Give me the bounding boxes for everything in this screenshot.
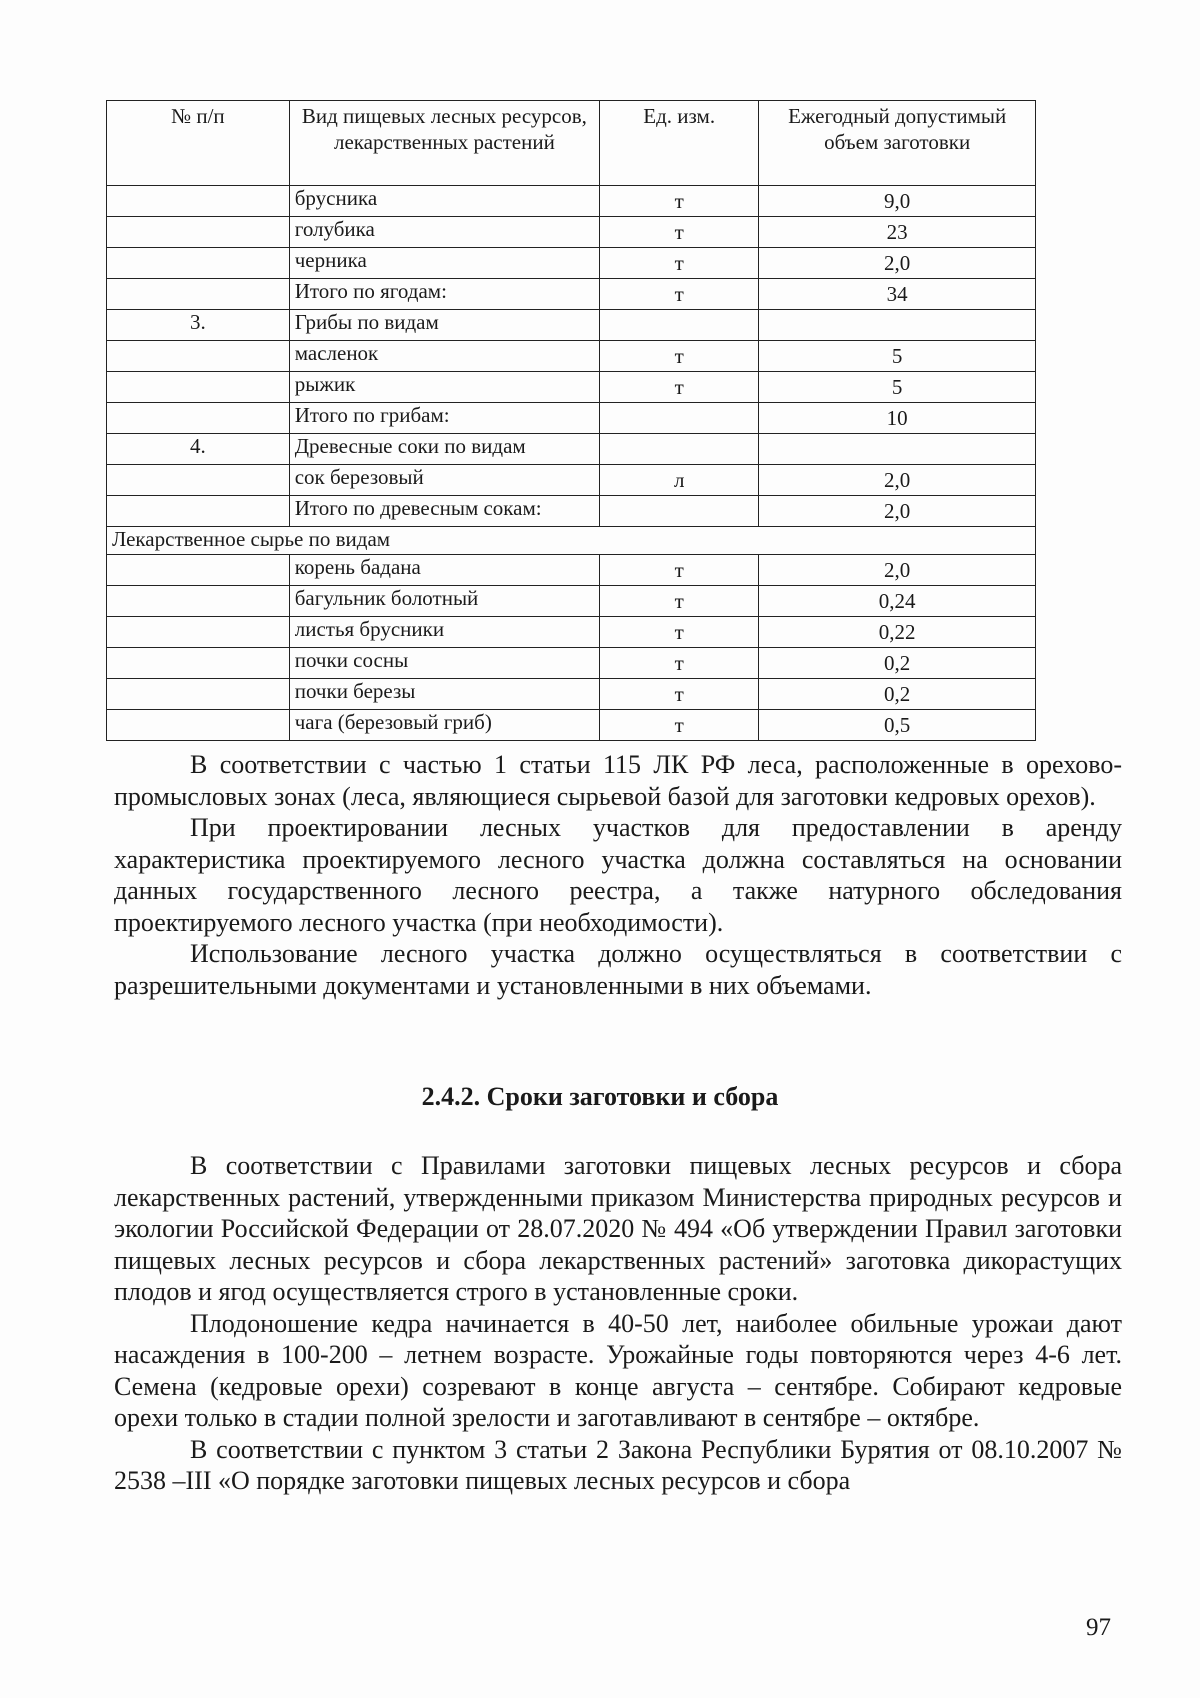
row-value: 2,0 [759, 555, 1036, 586]
paragraph: При проектировании лесных участков для предоставлении в аренду характеристика проектируемого лесного участка должна составляться на основании данных государственного лесного реестра, а также натурного обследования проектируемого лесного участка (при необходимости). [114, 813, 1122, 937]
row-unit: т [600, 217, 759, 248]
row-unit: т [600, 248, 759, 279]
row-resource-name: Итого по ягодам: [289, 279, 599, 310]
row-number [107, 648, 290, 679]
row-unit: т [600, 648, 759, 679]
row-resource-name: почки сосны [289, 648, 599, 679]
row-value: 23 [759, 217, 1036, 248]
row-number [107, 186, 290, 217]
row-resource-name: Древесные соки по видам [289, 434, 599, 465]
row-unit: т [600, 617, 759, 648]
table-row [107, 617, 1036, 648]
row-number [107, 496, 290, 527]
table-row [107, 248, 1036, 279]
row-number [107, 403, 290, 434]
paragraph: Плодоношение кедра начинается в 40-50 лет, наиболее обильные урожаи дают насаждения в 100-200 – летнем возрасте. Урожайные годы повторяются через 4-6 лет. Семена (кедровые орехи) созревают в конце августа – сентябре. Собирают кедровые орехи только в стадии полной зрелости и заготавливают в сентябре – октябре. [114, 1308, 1122, 1432]
row-resource-name: брусника [289, 186, 599, 217]
table-row [107, 465, 1036, 496]
row-unit [600, 496, 759, 527]
table-row [107, 648, 1036, 679]
row-value: 5 [759, 372, 1036, 403]
row-resource-name: почки березы [289, 679, 599, 710]
row-value [759, 434, 1036, 465]
row-resource-name: сок березовый [289, 465, 599, 496]
row-resource-name: корень бадана [289, 555, 599, 586]
paragraph: Использование лесного участка должно осуществляться в соответствии с разрешительными документами и установленными в них объемами. [114, 939, 1122, 1000]
table-row [107, 186, 1036, 217]
table-body [107, 186, 1036, 527]
row-value: 0,5 [759, 710, 1036, 741]
header-unit: Ед. изм. [600, 101, 759, 186]
table-header-row [107, 101, 1036, 186]
table-row [107, 310, 1036, 341]
table-row [107, 434, 1036, 465]
row-number [107, 217, 290, 248]
table-row [107, 679, 1036, 710]
row-number [107, 710, 290, 741]
row-unit [600, 310, 759, 341]
row-unit: т [600, 372, 759, 403]
row-unit [600, 403, 759, 434]
row-value: 34 [759, 279, 1036, 310]
table-row [107, 403, 1036, 434]
row-value: 5 [759, 341, 1036, 372]
table-row [107, 555, 1036, 586]
table-row [107, 586, 1036, 617]
body-text-lower [114, 1150, 1122, 1497]
resources-table [106, 100, 1036, 741]
table-row [107, 217, 1036, 248]
header-annual-volume: Ежегодный допустимый объем заготовки [759, 101, 1036, 186]
table-row [107, 496, 1036, 527]
row-number [107, 248, 290, 279]
row-unit: л [600, 465, 759, 496]
row-unit: т [600, 186, 759, 217]
header-resource-type: Вид пищевых лесных ресурсов, лекарственных растений [289, 101, 599, 186]
row-value: 0,2 [759, 679, 1036, 710]
paragraph: В соответствии с частью 1 статьи 115 ЛК РФ леса, расположенные в орехово-промысловых зонах (леса, являющиеся сырьевой базой для заготовки кедровых орехов). [114, 750, 1122, 811]
row-value: 2,0 [759, 465, 1036, 496]
row-number [107, 617, 290, 648]
row-value: 10 [759, 403, 1036, 434]
row-value: 0,22 [759, 617, 1036, 648]
row-value: 0,24 [759, 586, 1036, 617]
section-title: Лекарственное сырье по видам [107, 527, 1036, 555]
table-row [107, 710, 1036, 741]
row-resource-name: Итого по грибам: [289, 403, 599, 434]
page-number: 97 [1086, 1614, 1111, 1641]
row-resource-name: Итого по древесным сокам: [289, 496, 599, 527]
table-section [107, 527, 1036, 555]
row-value [759, 310, 1036, 341]
row-unit: т [600, 710, 759, 741]
row-number: 3. [107, 310, 290, 341]
row-unit [600, 434, 759, 465]
row-value: 9,0 [759, 186, 1036, 217]
row-resource-name: рыжик [289, 372, 599, 403]
row-number [107, 341, 290, 372]
row-resource-name: листья брусники [289, 617, 599, 648]
row-unit: т [600, 341, 759, 372]
row-number [107, 465, 290, 496]
row-number [107, 372, 290, 403]
table-body-medicinal [107, 555, 1036, 741]
row-number [107, 555, 290, 586]
row-number [107, 279, 290, 310]
row-unit: т [600, 586, 759, 617]
row-value: 2,0 [759, 496, 1036, 527]
row-resource-name: чага (березовый гриб) [289, 710, 599, 741]
row-resource-name: Грибы по видам [289, 310, 599, 341]
table-row [107, 341, 1036, 372]
row-unit: т [600, 279, 759, 310]
body-text-upper [114, 749, 1122, 1001]
table-row [107, 372, 1036, 403]
header-number: № п/п [107, 101, 290, 186]
row-resource-name: багульник болотный [289, 586, 599, 617]
row-value: 2,0 [759, 248, 1036, 279]
section-heading: 2.4.2. Сроки заготовки и сбора [421, 1082, 779, 1111]
row-number [107, 586, 290, 617]
row-number [107, 679, 290, 710]
paragraph: В соответствии с пунктом 3 статьи 2 Закона Республики Бурятия от 08.10.2007 № 2538 –III «О порядке заготовки пищевых лесных ресурсов и сбора [114, 1434, 1122, 1495]
row-resource-name: черника [289, 248, 599, 279]
paragraph: В соответствии с Правилами заготовки пищевых лесных ресурсов и сбора лекарственных растений, утвержденными приказом Министерства природных ресурсов и экологии Российской Федерации от 28.07.2020 № 494 «Об утверждении Правил заготовки пищевых лесных ресурсов и сбора лекарственных растений» заготовка дикорастущих плодов и ягод осуществляется строго в установленные сроки. [114, 1151, 1122, 1306]
row-unit: т [600, 555, 759, 586]
row-unit: т [600, 679, 759, 710]
table-section-row [107, 527, 1036, 555]
row-value: 0,2 [759, 648, 1036, 679]
row-resource-name: масленок [289, 341, 599, 372]
row-resource-name: голубика [289, 217, 599, 248]
row-number: 4. [107, 434, 290, 465]
table-row [107, 279, 1036, 310]
